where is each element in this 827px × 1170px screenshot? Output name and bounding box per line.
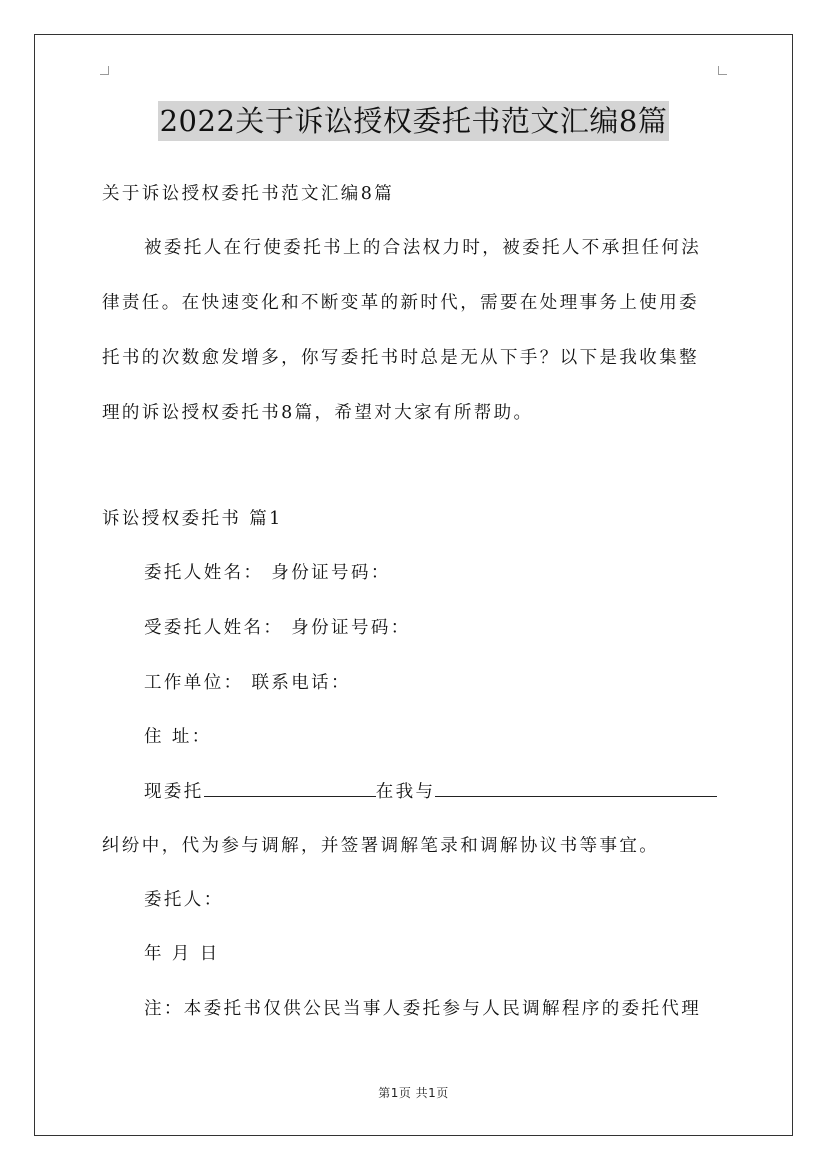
intro-line-1: 被委托人在行使委托书上的合法权力时，被委托人不承担任何法 <box>144 238 702 258</box>
entrust-continuation: 纠纷中，代为参与调解，并签署调解笔录和调解协议书等事宜。 <box>102 836 660 856</box>
intro-line-2: 律责任。在快速变化和不断变革的新时代，需要在处理事务上使用委 <box>102 293 699 313</box>
title-container <box>0 101 827 141</box>
entrust-prefix: 现委托 <box>144 782 204 802</box>
document-subtitle: 关于诉讼授权委托书范文汇编8篇 <box>102 184 395 204</box>
document-title: 2022关于诉讼授权委托书范文汇编8篇 <box>158 101 670 141</box>
field-principal: 委托人姓名： 身份证号码： <box>144 563 391 583</box>
blank-underline-agent <box>204 782 376 797</box>
intro-line-3: 托书的次数愈发增多，你写委托书时总是无从下手？以下是我收集整 <box>102 348 699 368</box>
signer-label: 委托人： <box>144 890 224 910</box>
field-agent: 受委托人姓名： 身份证号码： <box>144 618 411 638</box>
section-heading: 诉讼授权委托书 篇1 <box>102 509 283 529</box>
crop-mark-top-left <box>100 66 109 75</box>
date-line: 年 月 日 <box>144 944 220 964</box>
field-work-unit: 工作单位： 联系电话： <box>144 673 351 693</box>
crop-mark-top-right <box>718 66 727 75</box>
blank-underline-party <box>435 782 717 797</box>
note-line: 注：本委托书仅供公民当事人委托参与人民调解程序的委托代理 <box>144 999 702 1019</box>
entrust-middle: 在我与 <box>375 782 436 802</box>
intro-line-4: 理的诉讼授权委托书8篇，希望对大家有所帮助。 <box>102 403 534 423</box>
page-footer: 第1页 共1页 <box>378 1086 449 1100</box>
entrust-line <box>144 780 717 804</box>
field-address: 住 址： <box>144 727 212 747</box>
